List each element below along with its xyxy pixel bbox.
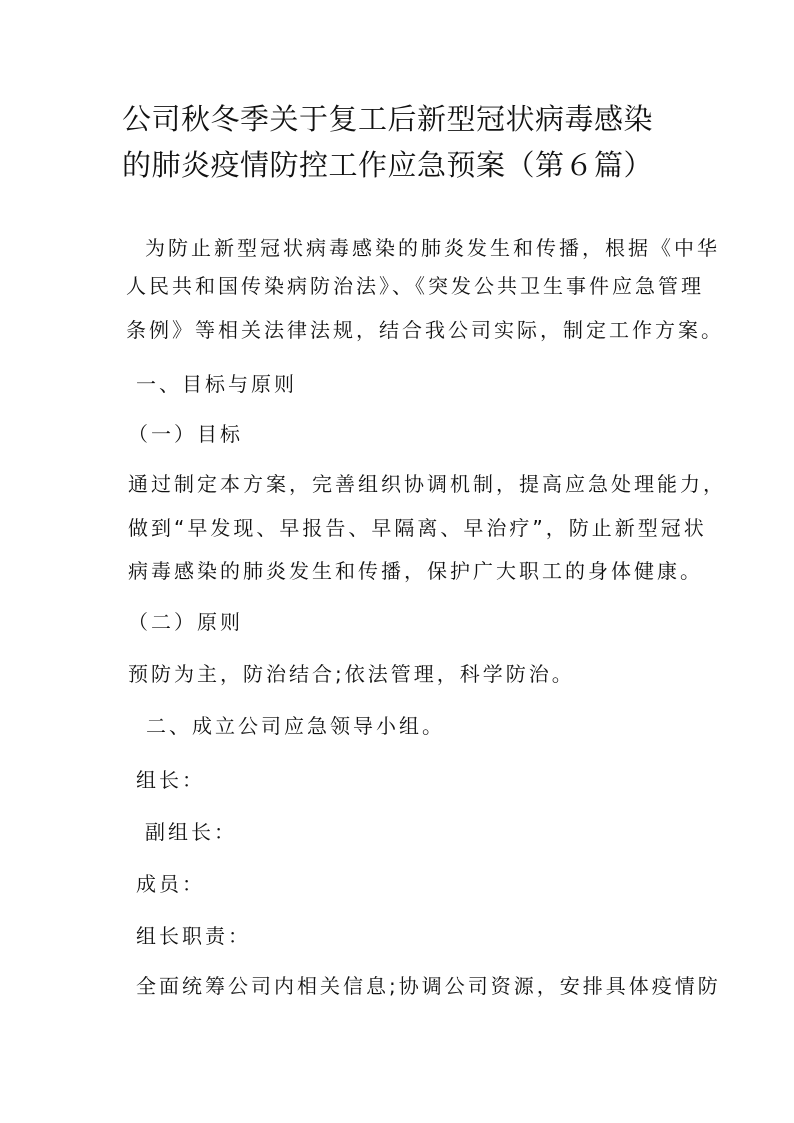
goal-line-3: 病毒感染的肺炎发生和传播，保护广大职工的身体健康。 bbox=[128, 559, 703, 583]
intro-line-3: 条例》等相关法律法规，结合我公司实际，制定工作方案。 bbox=[126, 318, 724, 342]
leader-duties-line: 全面统筹公司内相关信息;协调公司资源，安排具体疫情防 bbox=[136, 974, 721, 998]
goal-line-2: 做到“早发现、早报告、早隔离、早治疗”，防止新型冠状 bbox=[128, 516, 707, 540]
principle-line: 预防为主，防治结合;依法管理，科学防治。 bbox=[128, 662, 575, 686]
intro-line-2: 人民共和国传染病防治法》、《突发公共卫生事件应急管理 bbox=[126, 274, 704, 298]
leader-label: 组长： bbox=[136, 768, 205, 792]
section-heading-goals-principles: 一、目标与原则 bbox=[136, 372, 297, 396]
intro-line-1: 为防止新型冠状病毒感染的肺炎发生和传播，根据《中华 bbox=[145, 236, 720, 260]
subsection-heading-goal: （一）目标 bbox=[128, 422, 243, 446]
members-label: 成员： bbox=[136, 872, 205, 896]
deputy-leader-label: 副组长： bbox=[145, 820, 237, 844]
subsection-heading-principle: （二）原则 bbox=[128, 610, 243, 634]
title-line-2: 的肺炎疫情防控工作应急预案（第６篇） bbox=[122, 148, 654, 182]
leader-duties-label: 组长职责： bbox=[136, 924, 251, 948]
section-heading-leadership-group: 二、成立公司应急领导小组。 bbox=[146, 714, 445, 738]
goal-line-1: 通过制定本方案，完善组织协调机制，提高应急处理能力， bbox=[128, 472, 726, 496]
document-title bbox=[122, 96, 702, 188]
title-line-1: 公司秋冬季关于复工后新型冠状病毒感染 bbox=[122, 102, 654, 136]
